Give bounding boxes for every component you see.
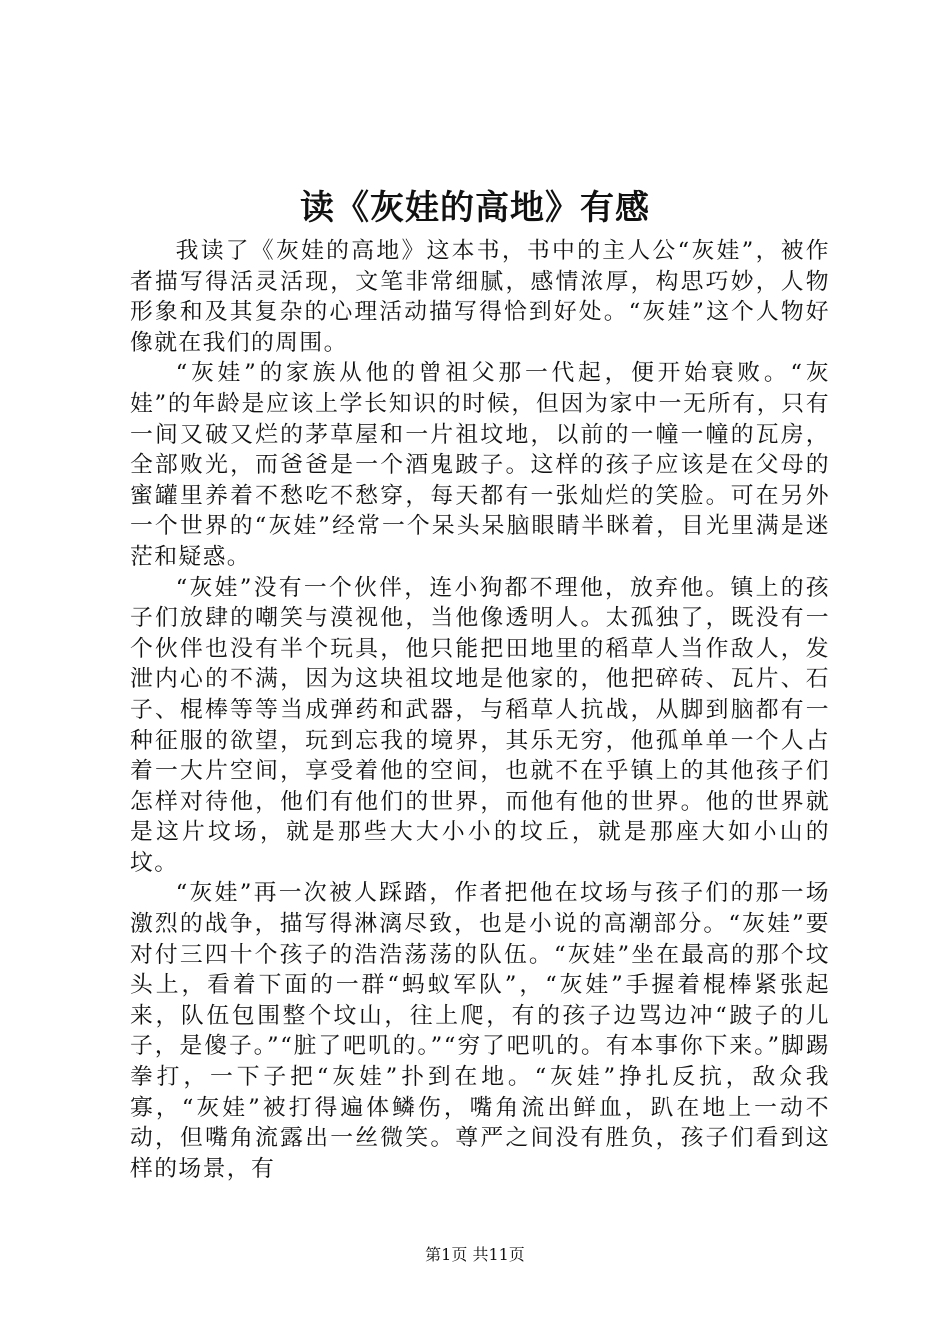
document-body bbox=[130, 236, 830, 1184]
paragraph-3: “灰娃”没有一个伙伴，连小狗都不理他，放弃他。镇上的孩子们放肆的嘲笑与漠视他，当他像透明人。太孤独了，既没有一个伙伴也没有半个玩具，他只能把田地里的稻草人当作敌人，发泄内心的不满，因为这块祖坟地是他家的，他把碎砖、瓦片、石子、棍棒等等当成弹药和武器，与稻草人抗战，从脚到脑都有一种征服的欲望，玩到忘我的境界，其乐无穷，他孤单单一个人占着一大片空间，享受着他的空间，也就不在乎镇上的其他孩子们怎样对待他，他们有他们的世界，而他有他的世界。他的世界就是这片坟场，就是那些大大小小的坟丘，就是那座大如小山的坟。 bbox=[130, 574, 830, 876]
document-title: 读《灰娃的高地》有感 bbox=[300, 188, 650, 228]
paragraph-4: “灰娃”再一次被人踩踏，作者把他在坟场与孩子们的那一场激烈的战争，描写得淋漓尽致，也是小说的高潮部分。“灰娃”要对付三四十个孩子的浩浩荡荡的队伍。“灰娃”坐在最高的那个坟头上，看着下面的一群“蚂蚁军队”，“灰娃”手握着棍棒紧张起来，队伍包围整个坟山，往上爬，有的孩子边骂边冲“跛子的儿子，是傻子。”“脏了吧叽的。”“穷了吧叽的。有本事你下来。”脚踢拳打，一下子把“灰娃”扑到在地。“灰娃”挣扎反抗，敌众我寡，“灰娃”被打得遍体鳞伤，嘴角流出鲜血，趴在地上一动不动，但嘴角流露出一丝微笑。尊严之间没有胜负，孩子们看到这样的场景，有 bbox=[130, 880, 830, 1182]
page-footer: 第1页 共11页 bbox=[425, 1245, 525, 1264]
paragraph-2: “灰娃”的家族从他的曾祖父那一代起，便开始衰败。“灰娃”的年龄是应该上学长知识的时候，但因为家中一无所有，只有一间又破又烂的茅草屋和一片祖坟地，以前的一幢一幢的瓦房，全部败光，而爸爸是一个酒鬼跛子。这样的孩子应该是在父母的蜜罐里养着不愁吃不愁穿，每天都有一张灿烂的笑脸。可在另外一个世界的“灰娃”经常一个呆头呆脑眼睛半眯着，目光里满是迷茫和疑惑。 bbox=[130, 360, 830, 570]
paragraph-1: 我读了《灰娃的高地》这本书，书中的主人公“灰娃”，被作者描写得活灵活现，文笔非常细腻，感情浓厚，构思巧妙，人物形象和及其复杂的心理活动描写得恰到好处。“灰娃”这个人物好像就在我们的周围。 bbox=[130, 238, 830, 356]
